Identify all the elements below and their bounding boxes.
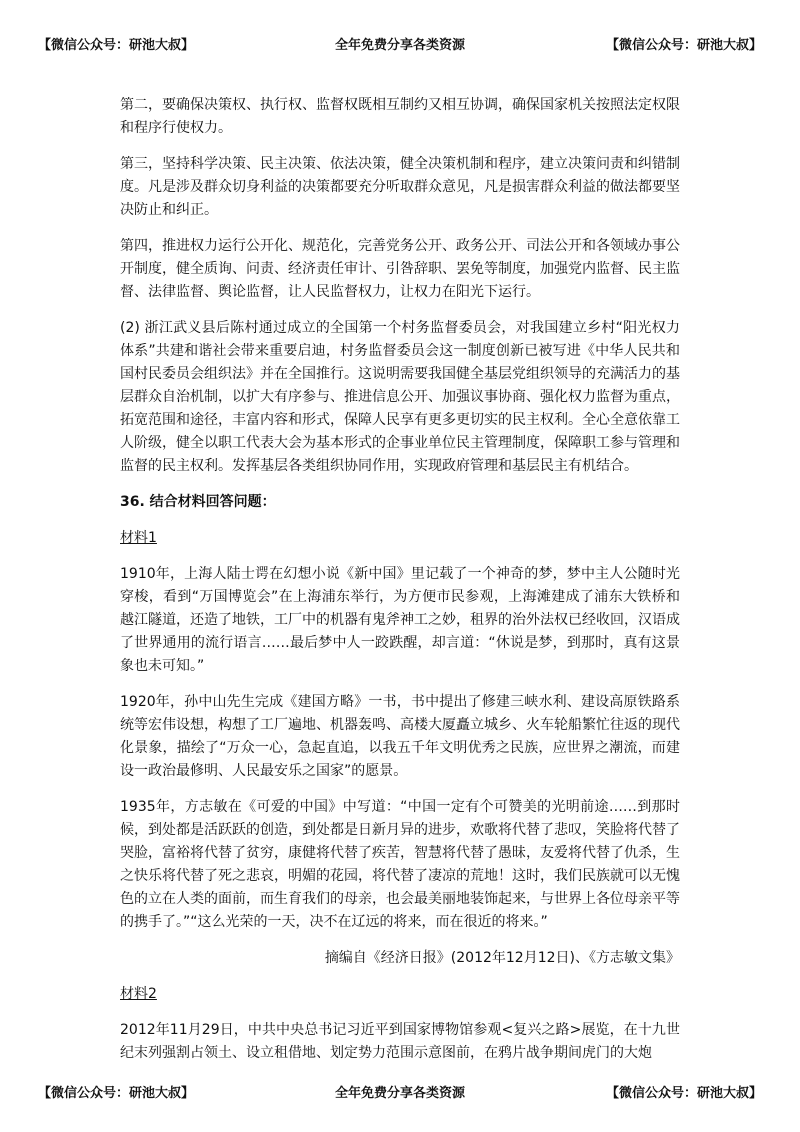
header-center-text: 全年免费分享各类资源 (334, 37, 465, 53)
material-2-title: 材料2 (120, 986, 157, 1002)
material-1-source: 摘编自《经济日报》(2012年12月12日)、《方志敏文集》 (324, 950, 680, 966)
material-1-paragraph-1910: 1910年，上海人陆士谔在幻想小说《新中国》里记载了一个神奇的梦，梦中主人公随时光穿梭，看到“万国博览会”在上海浦东举行，为方便市民参观，上海滩建成了浦东大铁桥和越江隧道，还造了地铁，工厂中的机器有鬼斧神工之妙，租界的治外法权已经收回，汉语成了世界通用的流行语言……最后梦中人一跤跌醒，却言道：“休说是梦，到那时，真有这景象也未可知。” (120, 566, 680, 674)
document-body (120, 94, 680, 1078)
header-left-text: 【微信公众号：研池大叔】 (38, 37, 195, 53)
material-2-paragraph-2012: 2012年11月29日，中共中央总书记习近平到国家博物馆参观<复兴之路>展览，在十九世纪末列强割占领土、设立租借地、划定势力范围示意图前，在鸦片战争期间虎门的大炮 (120, 1022, 680, 1061)
page-footer (38, 1080, 762, 1102)
material-1-paragraph-1920: 1920年，孙中山先生完成《建国方略》一书，书中提出了修建三峡水利、建设高原铁路系统等宏伟设想，构想了工厂遍地、机器轰鸣、高楼大厦矗立城乡、火车轮船繁忙往返的现代化景象，描绘了“万众一心，急起直追，以我五千年文明优秀之民族，应世界之潮流，而建设一政治最修明、人民最安乐之国家”的愿景。 (120, 694, 680, 779)
paragraph-fourth: 第四，推进权力运行公开化、规范化，完善党务公开、政务公开、司法公开和各领域办事公开制度，健全质询、问责、经济责任审计、引咎辞职、罢免等制度，加强党内监督、民主监督、法律监督、舆论监督，让人民监督权力，让权力在阳光下运行。 (120, 238, 680, 300)
paragraph-third: 第三，坚持科学决策、民主决策、依法决策，健全决策机制和程序，建立决策问责和纠错制度。凡是涉及群众切身利益的决策都要充分听取群众意见，凡是损害群众利益的做法都要坚决防止和纠正。 (120, 156, 680, 218)
paragraph-second: 第二，要确保决策权、执行权、监督权既相互制约又相互协调，确保国家机关按照法定权限和程序行使权力。 (120, 97, 680, 136)
page-header (38, 32, 762, 54)
footer-right-text: 【微信公众号：研池大叔】 (605, 1085, 762, 1101)
header-right-text: 【微信公众号：研池大叔】 (605, 37, 762, 53)
material-1-title: 材料1 (120, 530, 157, 546)
answer-part-2: (2) 浙江武义县后陈村通过成立的全国第一个村务监督委员会，对我国建立乡村“阳光权力体系”共建和谐社会带来重要启迪，村务监督委员会这一制度创新已被写进《中华人民共和国村民委员会组织法》并在全国推行。这说明需要我国健全基层党组织领导的充满活力的基层群众自治机制，以扩大有序参与、推进信息公开、加强议事协商、强化权力监督为重点，拓宽范围和途径，丰富内容和形式，保障人民享有更多更切实的民主权利。全心全意依靠工人阶级，健全以职工代表大会为基本形式的企事业单位民主管理制度，保障职工参与管理和监督的民主权利。发挥基层各类组织协同作用，实现政府管理和基层民主有机结合。 (120, 320, 680, 474)
material-1-paragraph-1935: 1935年，方志敏在《可爱的中国》中写道：“中国一定有个可赞美的光明前途……到那时候，到处都是活跃跃的创造，到处都是日新月异的进步，欢歌将代替了悲叹，笑脸将代替了哭脸，富裕将代替了贫穷，康健将代替了疾苦，智慧将代替了愚昧，友爱将代替了仇杀，生之快乐将代替了死之悲哀，明媚的花园，将代替了凄凉的荒地！这时，我们民族就可以无愧色的立在人类的面前，而生育我们的母亲，也会最美丽地装饰起来，与世界上各位母亲平等的携手了。”“这么光荣的一天，决不在辽远的将来，而在很近的将来。” (120, 799, 680, 930)
footer-left-text: 【微信公众号：研池大叔】 (38, 1085, 195, 1101)
footer-center-text: 全年免费分享各类资源 (334, 1085, 465, 1101)
question-36-heading: 36. 结合材料回答问题： (120, 494, 276, 510)
